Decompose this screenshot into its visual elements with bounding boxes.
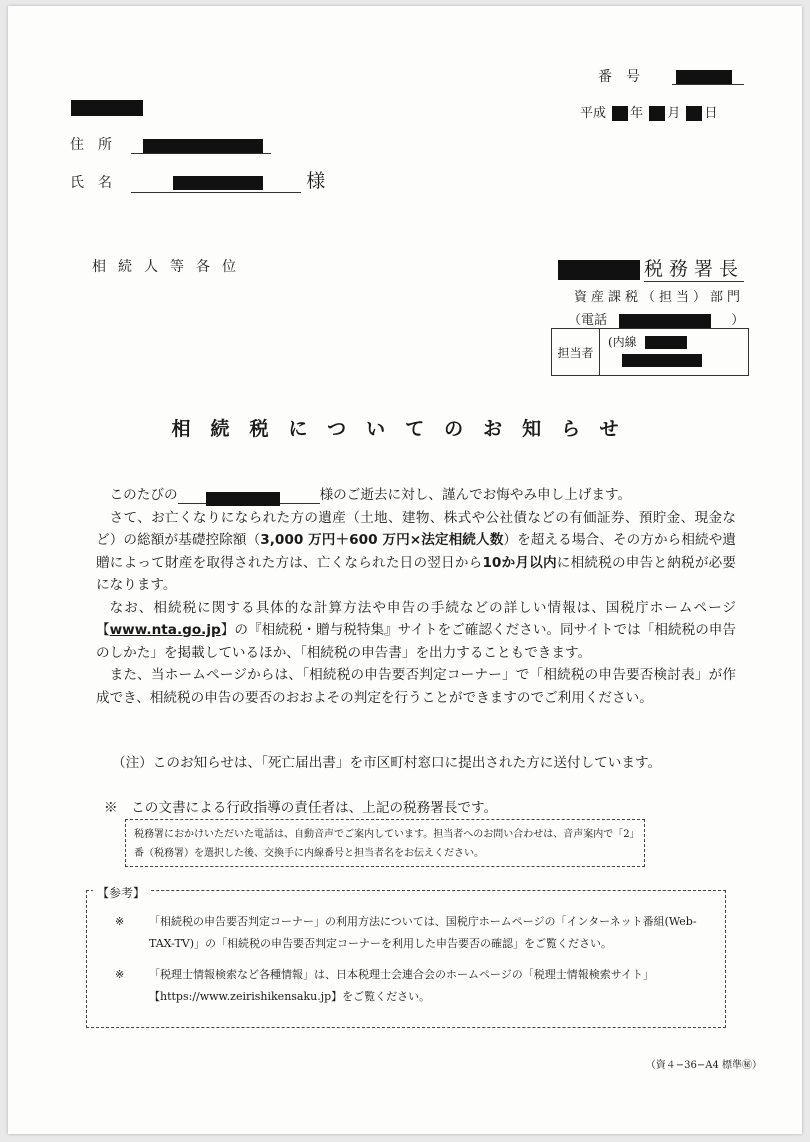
extension-label: (内線 <box>608 335 637 349</box>
reference-title: 【参考】 <box>93 882 149 904</box>
date-day-unit: 日 <box>704 106 718 121</box>
phone-close: ） <box>731 313 745 328</box>
date-era: 平成 <box>580 106 607 121</box>
form-code: （資４−36−A4 標準㊙） <box>645 1060 762 1071</box>
redacted-extension <box>645 336 687 349</box>
redacted-phone <box>619 314 711 328</box>
reference-box <box>86 886 726 1028</box>
department: 資産課税（担当）部門 <box>573 290 744 305</box>
redacted-office-name <box>558 260 640 280</box>
phone-line <box>568 309 744 328</box>
document-title: 相続税についてのお知らせ <box>171 418 639 440</box>
redacted-year <box>612 106 628 121</box>
name-label: 氏名 <box>70 175 126 191</box>
phone-guidance-box: 税務署におかけいただいた電話は、自動音声でご案内しています。担当者へのお問い合わせは、音声案内で「2」番（税務署）を選択した後、交換手に内線番号と担当者名をお伝えください。 <box>125 819 645 867</box>
redacted-address <box>143 139 263 153</box>
number-label: 番号 <box>598 69 654 85</box>
address-label: 住所 <box>70 137 126 153</box>
addressee: 相続人等各位 <box>92 259 248 275</box>
redacted-month <box>649 106 665 121</box>
extension <box>608 333 687 350</box>
date-year-unit: 年 <box>630 106 644 121</box>
body-text <box>96 484 736 709</box>
nta-url: www.nta.go.jp <box>109 622 221 638</box>
redacted-deceased-name <box>206 492 280 506</box>
document-number <box>598 66 744 86</box>
date-month-unit: 月 <box>667 106 681 121</box>
honorific: 様 <box>306 170 326 192</box>
contact-person-label: 担当者 <box>552 329 600 375</box>
tax-office-head <box>558 254 744 282</box>
recipient-address <box>70 134 271 154</box>
reference-item: ※ 「税理士情報検索など各種情報」は、日本税理士会連合会のホームページの「税理士情報検索サイト」【https://www.zeirishikensaku.jp】をご覧ください。 <box>115 968 655 1003</box>
redacted-contact-name <box>622 354 702 367</box>
office-suffix: 税務署長 <box>644 254 744 282</box>
phone-open: （電話 <box>568 313 608 328</box>
note: （注）このお知らせは、「死亡届出書」を市区町村窓口に提出された方に送付しています。 <box>112 755 662 771</box>
document-date <box>580 102 717 121</box>
redacted-day <box>686 106 702 121</box>
body-paragraph-2: さて、お亡くなりになられた方の遺産（土地、建物、株式や公社債などの有価証券、預貯金、現金など）の総額が基礎控除額（3,000 万円＋600 万円×法定相続人数）を超える場合、その方から相続や遺贈によって財産を取得された方は、亡くなられた日の翌日から10か月以内に相続税の申告と納税が必要になります。 <box>96 509 737 593</box>
reference-item: ※ 「相続税の申告要否判定コーナー」の利用方法については、国税庁ホームページの「インターネット番組(Web-TAX-TV)」の「相続税の申告要否判定コーナーを利用した申告要否の確認」をご覧ください。 <box>115 915 697 950</box>
responsibility-statement: ※ この文書による行政指導の責任者は、上記の税務署長です。 <box>104 800 498 816</box>
body-paragraph-4: また、当ホームページからは、「相続税の申告要否判定コーナー」で「相続税の申告要否検討表」が作成でき、相続税の申告の要否のおおよその判定を行うことができますのでご利用ください。 <box>96 667 736 706</box>
body-paragraph-1: このたびの 様のご逝去に対し、謹んでお悔やみ申し上げます。 <box>96 484 736 507</box>
redacted-name <box>173 176 263 190</box>
document-page <box>8 6 802 1134</box>
redacted-postal-code <box>71 97 143 116</box>
contact-person-box <box>551 328 749 376</box>
redacted-number <box>676 70 732 84</box>
recipient-name <box>70 166 325 193</box>
body-paragraph-3: なお、相続税に関する具体的な計算方法や申告の手続などの詳しい情報は、国税庁ホームページ【www.nta.go.jp】の『相続税・贈与税特集』サイトをご確認ください。同サイトでは「相続税の申告のしかた」を掲載しているほか、「相続税の申告書」を出力することもできます。 <box>96 599 737 661</box>
